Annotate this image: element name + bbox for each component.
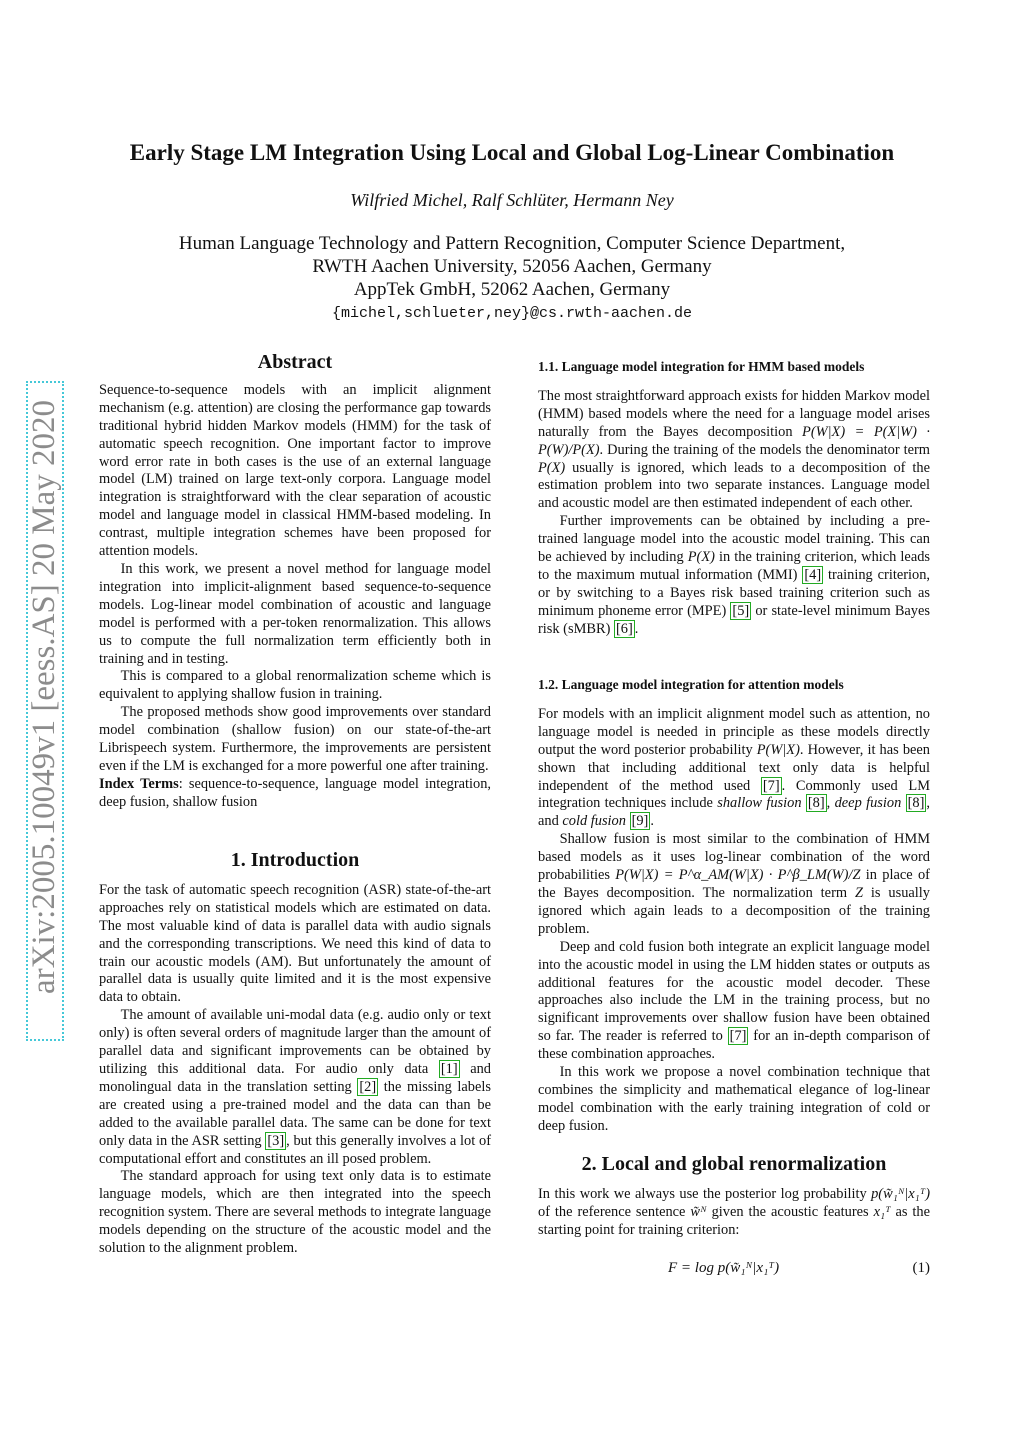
section-paragraph: Deep and cold fusion both integrate an explicit language model into the acoustic model in using the LM hidden states or outputs as additional features for the acoustic model decoder. These approaches also include the LM in the training process, but no significant improvements over shallow fusion have been obtained so far. The reader is referred to [7] for an in-depth comparison of these combination approaches.: [538, 938, 930, 1063]
arxiv-stamp[interactable]: arXiv:2005.10049v1 [eess.AS] 20 May 2020: [25, 400, 62, 994]
affiliation-line-1: Human Language Technology and Pattern Recognition, Computer Science Department,: [178, 233, 846, 254]
affiliations: [60, 232, 964, 301]
citation-link[interactable]: [8]: [807, 795, 825, 812]
citation-link[interactable]: [8]: [907, 795, 925, 812]
citation-link[interactable]: [4]: [804, 566, 822, 583]
introduction-heading: 1. Introduction: [230, 849, 360, 871]
intro-paragraph: For the task of automatic speech recognition (ASR) state-of-the-art approaches rely on statistical models which are estimated on data. The most valuable kind of data is parallel data with audio signals and the corresponding transcriptions. We need this kind of data to train our acoustic models (AM). But unfortunately the amount of parallel data is usually quite limited and it is the most expensive data to obtain.: [99, 881, 491, 1006]
section-1-2-heading: 1.2. Language model integration for attention models: [538, 677, 844, 692]
affiliation-line-2: RWTH Aachen University, 52056 Aachen, Germany: [312, 256, 712, 277]
section-2: [538, 1153, 931, 1240]
section-paragraph: The most straightforward approach exists for hidden Markov model (HMM) based models where the need for a language model arises naturally from the Bayes decomposition P(W|X) = P(X|W) · P(W)/P(X). During the training of the models the denominator term P(X) usually is ignored, which leads to a decomposition of the estimation problem into two separate instances. Language model and acoustic model are then estimated independent of each other.: [538, 387, 931, 512]
section-1-1-heading: 1.1. Language model integration for HMM based models: [538, 359, 865, 374]
section-1-2: [538, 677, 931, 1136]
citation-link[interactable]: [6]: [615, 620, 633, 637]
index-terms: [99, 776, 491, 812]
citation-link[interactable]: [2]: [359, 1078, 377, 1095]
intro-paragraph: The standard approach for using text only data is to estimate language models, which are then integrated into the speech recognition system. There are several methods to integrate language models depending on the structure of the acoustic model and the solution to the alignment problem.: [99, 1168, 491, 1257]
paper-title: Early Stage LM Integration Using Local and Global Log-Linear Combination: [129, 140, 895, 165]
section-paragraph: Further improvements can be obtained by including a pre-trained language model into the acoustic model training. This can be achieved by including P(X) in the training criterion, which leads to the maximum mutual information (MMI) [4] training criterion, or by switching to a Bayes risk based training criterion such as minimum phoneme error (MPE) [5] or state-level minimum Bayes risk (sMBR) [6] .: [538, 513, 930, 637]
abstract-heading: Abstract: [257, 351, 333, 373]
shallow-fusion-equation: P(W|X) = P^α_AM(W|X) · P^β_LM(W)/Z: [615, 867, 861, 884]
intro-paragraph: The amount of available uni-modal data (e.g. audio only or text only) is often several orders of magnitude larger than the amount of parallel data and significant improvements can be obtained by utilizing this additional data. For audio only data [1] and monolingual data in the translation setting [2] the missing labels are created using a pre-trained model and the data can than be added to the available parallel data. The same can be done for text only data in the ASR setting [3] , but this generally involves a lot of computational effort and constitutes an ill posed problem.: [99, 1007, 491, 1167]
citation-link[interactable]: [9]: [631, 813, 649, 830]
section-paragraph: For models with an implicit alignment model such as attention, no language model is needed in principle as these models directly output the word posterior probability P(W|X). However, it has been shown that including additional text only data is helpful independent of the method used [7] . Commonly used LM integration techniques include shallow fusion [8] , deep fusion [8] , and cold fusion [9] .: [538, 705, 931, 830]
abstract-paragraph: Sequence-to-sequence models with an implicit alignment mechanism (e.g. attention) are closing the performance gap towards traditional hybrid hidden Markov models (HMM) for the task of automatic speech recognition. One important factor to improve word error rate in both cases is the use of an external language model (LM) trained on large text-only corpora. Language model integration is straightforward with the clear separation of acoustic model and language model in classical HMM-based modeling. In contrast, multiple integration schemes have been proposed for attention models.: [99, 381, 491, 560]
section-2-heading: 2. Local and global renormalization: [581, 1153, 887, 1175]
section-paragraph: Shallow fusion is most similar to the combination of HMM based models as it uses log-linear combination of the word probabilities P(W|X) = P^α_AM(W|X) · P^β_LM(W)/Z in place of the Bayes decomposition. The normalization term Z is usually ignored which again leads to a decomposition of the training problem.: [538, 831, 930, 937]
abstract-section: [99, 351, 491, 812]
citation-link[interactable]: [7]: [762, 777, 780, 794]
affiliation-line-3: AppTek GmbH, 52062 Aachen, Germany: [353, 279, 671, 300]
citation-link[interactable]: [3]: [267, 1132, 285, 1149]
abstract-paragraph: The proposed methods show good improvements over standard model combination (shallow fusion) on our state-of-the-art Librispeech system. Furthermore, the improvements are persistent even if the LM is exchanged for a more powerful one after training.: [99, 704, 491, 774]
citation-link[interactable]: [5]: [732, 602, 750, 619]
author-email[interactable]: {michel,schlueter,ney}@cs.rwth-aachen.de: [331, 305, 693, 322]
section-1-1: [538, 359, 931, 639]
index-terms-text: : sequence-to-sequence, language model integration, deep fusion, shallow fusion: [99, 775, 491, 810]
section-paragraph: In this work we propose a novel combination technique that combines the simplicity and mathematical elegance of log-linear model combination with the early training integration of cold or deep fusion.: [538, 1064, 930, 1134]
citation-link[interactable]: [7]: [729, 1028, 747, 1045]
bayes-equation: P(W|X) = P(X|W) · P(W)/P(X): [538, 423, 931, 458]
equation-body: F = log p(w̃₁ᴺ|x₁ᵀ): [668, 1260, 780, 1276]
citation-link[interactable]: [1]: [440, 1060, 458, 1077]
abstract-paragraph: This is compared to a global renormalization scheme which is equivalent to applying shallow fusion in training.: [99, 668, 491, 703]
equation-number: (1): [912, 1260, 930, 1276]
author-list: Wilfried Michel, Ralf Schlüter, Hermann Ney: [350, 190, 674, 210]
index-terms-label: Index Terms: [99, 775, 179, 792]
section-paragraph: In this work we always use the posterior log probability p(w̃₁ᴺ|x₁ᵀ) of the reference sentence w̃ᴺ given the acoustic features x₁ᵀ as the starting point for training criterion:: [538, 1185, 931, 1238]
introduction-section: [99, 849, 491, 1258]
abstract-paragraph: In this work, we present a novel method for language model integration into implicit-alignment based sequence-to-sequence models. Log-linear model combination of acoustic and language model is performed with a per-token renormalization. This allows us to compute the full normalization term efficiently both in training and in testing.: [99, 560, 491, 667]
